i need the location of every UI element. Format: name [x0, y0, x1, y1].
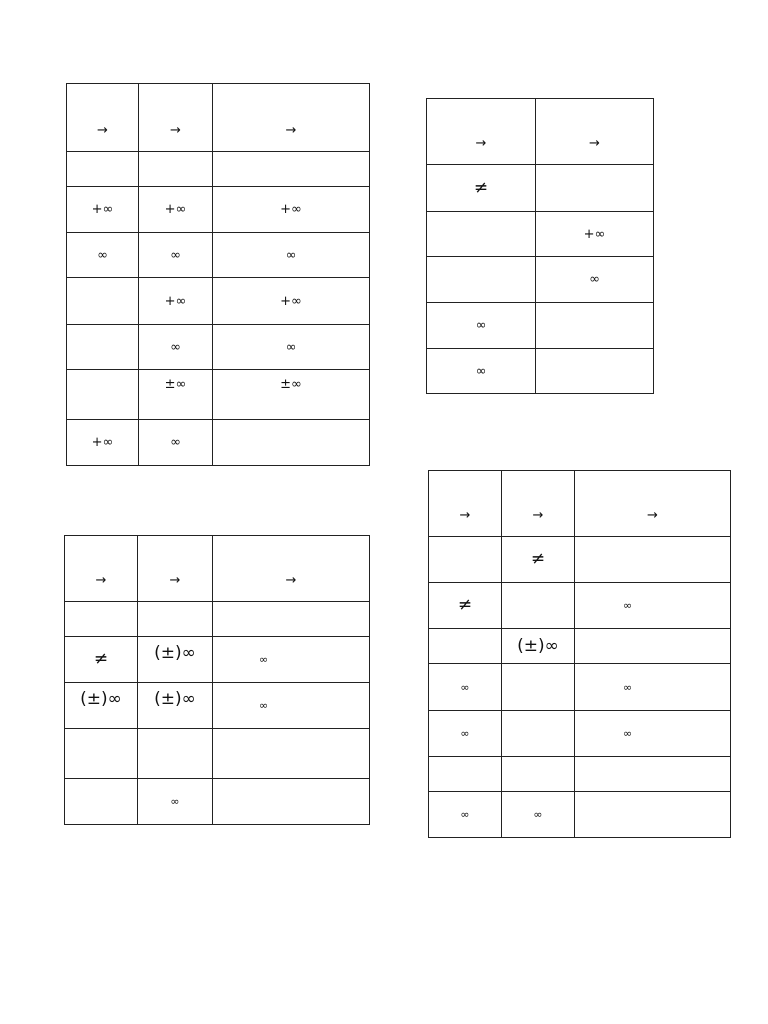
table-cell: ∞	[536, 257, 654, 303]
limits-table-2	[426, 98, 654, 394]
table-cell	[429, 629, 502, 664]
table-cell	[213, 779, 370, 825]
table-cell	[536, 165, 654, 212]
table-cell: +∞	[139, 187, 213, 233]
table-cell	[67, 278, 139, 325]
table-row	[429, 711, 731, 757]
header-cell: →	[429, 471, 502, 537]
header-cell: →	[213, 84, 370, 152]
limits-table-4	[428, 470, 731, 838]
table-row	[429, 537, 731, 583]
table-row	[429, 792, 731, 838]
table-cell: ≠	[502, 537, 575, 583]
table-cell: ±∞	[139, 370, 213, 420]
table-cell: ≠	[65, 637, 138, 683]
table-cell: ∞	[502, 792, 575, 838]
table-cell	[575, 537, 731, 583]
table-row	[65, 729, 370, 779]
table-cell: ∞	[429, 664, 502, 711]
table-cell: (±)∞	[138, 637, 213, 683]
table-cell: ∞	[213, 637, 370, 683]
table-cell	[213, 420, 370, 466]
table-row	[67, 370, 370, 420]
table-cell	[67, 370, 139, 420]
table-cell: ∞	[139, 325, 213, 370]
table-cell	[429, 757, 502, 792]
table-cell: +∞	[139, 278, 213, 325]
table-row	[65, 683, 370, 729]
table-row	[67, 233, 370, 278]
table-header-row	[427, 99, 654, 165]
header-cell: →	[65, 536, 138, 602]
table-cell: ∞	[429, 792, 502, 838]
table-cell	[427, 212, 536, 257]
header-cell: →	[427, 99, 536, 165]
table-cell	[575, 792, 731, 838]
table-cell	[502, 711, 575, 757]
table-cell: +∞	[67, 187, 139, 233]
table-header-row	[67, 84, 370, 152]
table-cell	[138, 729, 213, 779]
table-row	[65, 602, 370, 637]
table-row	[67, 187, 370, 233]
table-cell: (±)∞	[138, 683, 213, 729]
table-cell: ∞	[575, 664, 731, 711]
table-row	[65, 779, 370, 825]
table-cell	[575, 629, 731, 664]
header-cell: →	[575, 471, 731, 537]
table-header-row	[429, 471, 731, 537]
table-cell	[575, 757, 731, 792]
table-cell	[429, 537, 502, 583]
table-cell	[502, 664, 575, 711]
table-cell: ∞	[67, 233, 139, 278]
table-cell	[213, 729, 370, 779]
table-row	[67, 152, 370, 187]
table-row	[427, 165, 654, 212]
table-cell: ≠	[429, 583, 502, 629]
table-row	[427, 212, 654, 257]
table-cell	[536, 303, 654, 349]
table-row	[427, 303, 654, 349]
table-cell: ∞	[139, 420, 213, 466]
table-header-row	[65, 536, 370, 602]
table-cell: ∞	[139, 233, 213, 278]
table-cell	[502, 757, 575, 792]
header-cell: →	[138, 536, 213, 602]
table-row	[427, 257, 654, 303]
table-row	[65, 637, 370, 683]
table-cell	[67, 325, 139, 370]
header-cell: →	[536, 99, 654, 165]
header-cell: →	[502, 471, 575, 537]
table-cell: ∞	[138, 779, 213, 825]
limits-table-1	[66, 83, 370, 466]
table-cell: +∞	[213, 187, 370, 233]
table-cell: ∞	[575, 711, 731, 757]
table-row	[429, 583, 731, 629]
header-cell: →	[67, 84, 139, 152]
limits-table-3	[64, 535, 370, 825]
table-row	[429, 757, 731, 792]
table-cell: ∞	[575, 583, 731, 629]
table-cell	[213, 152, 370, 187]
table-cell: (±)∞	[502, 629, 575, 664]
table-cell: +∞	[67, 420, 139, 466]
table-cell: +∞	[536, 212, 654, 257]
table-cell	[138, 602, 213, 637]
table-cell: (±)∞	[65, 683, 138, 729]
table-row	[67, 325, 370, 370]
table-cell	[427, 257, 536, 303]
table-cell: ≠	[427, 165, 536, 212]
table-cell: ∞	[429, 711, 502, 757]
table-row	[429, 664, 731, 711]
table-cell: +∞	[213, 278, 370, 325]
table-row	[427, 349, 654, 394]
table-cell	[536, 349, 654, 394]
header-cell: →	[213, 536, 370, 602]
table-cell	[213, 602, 370, 637]
table-cell	[67, 152, 139, 187]
table-cell: ∞	[213, 325, 370, 370]
header-cell: →	[139, 84, 213, 152]
table-cell: ∞	[213, 233, 370, 278]
table-cell: ∞	[427, 303, 536, 349]
table-row	[67, 278, 370, 325]
table-cell: ±∞	[213, 370, 370, 420]
table-cell: ∞	[213, 683, 370, 729]
table-row	[429, 629, 731, 664]
table-cell: ∞	[427, 349, 536, 394]
table-row	[67, 420, 370, 466]
table-cell	[65, 729, 138, 779]
table-cell	[502, 583, 575, 629]
table-cell	[139, 152, 213, 187]
table-cell	[65, 602, 138, 637]
table-cell	[65, 779, 138, 825]
